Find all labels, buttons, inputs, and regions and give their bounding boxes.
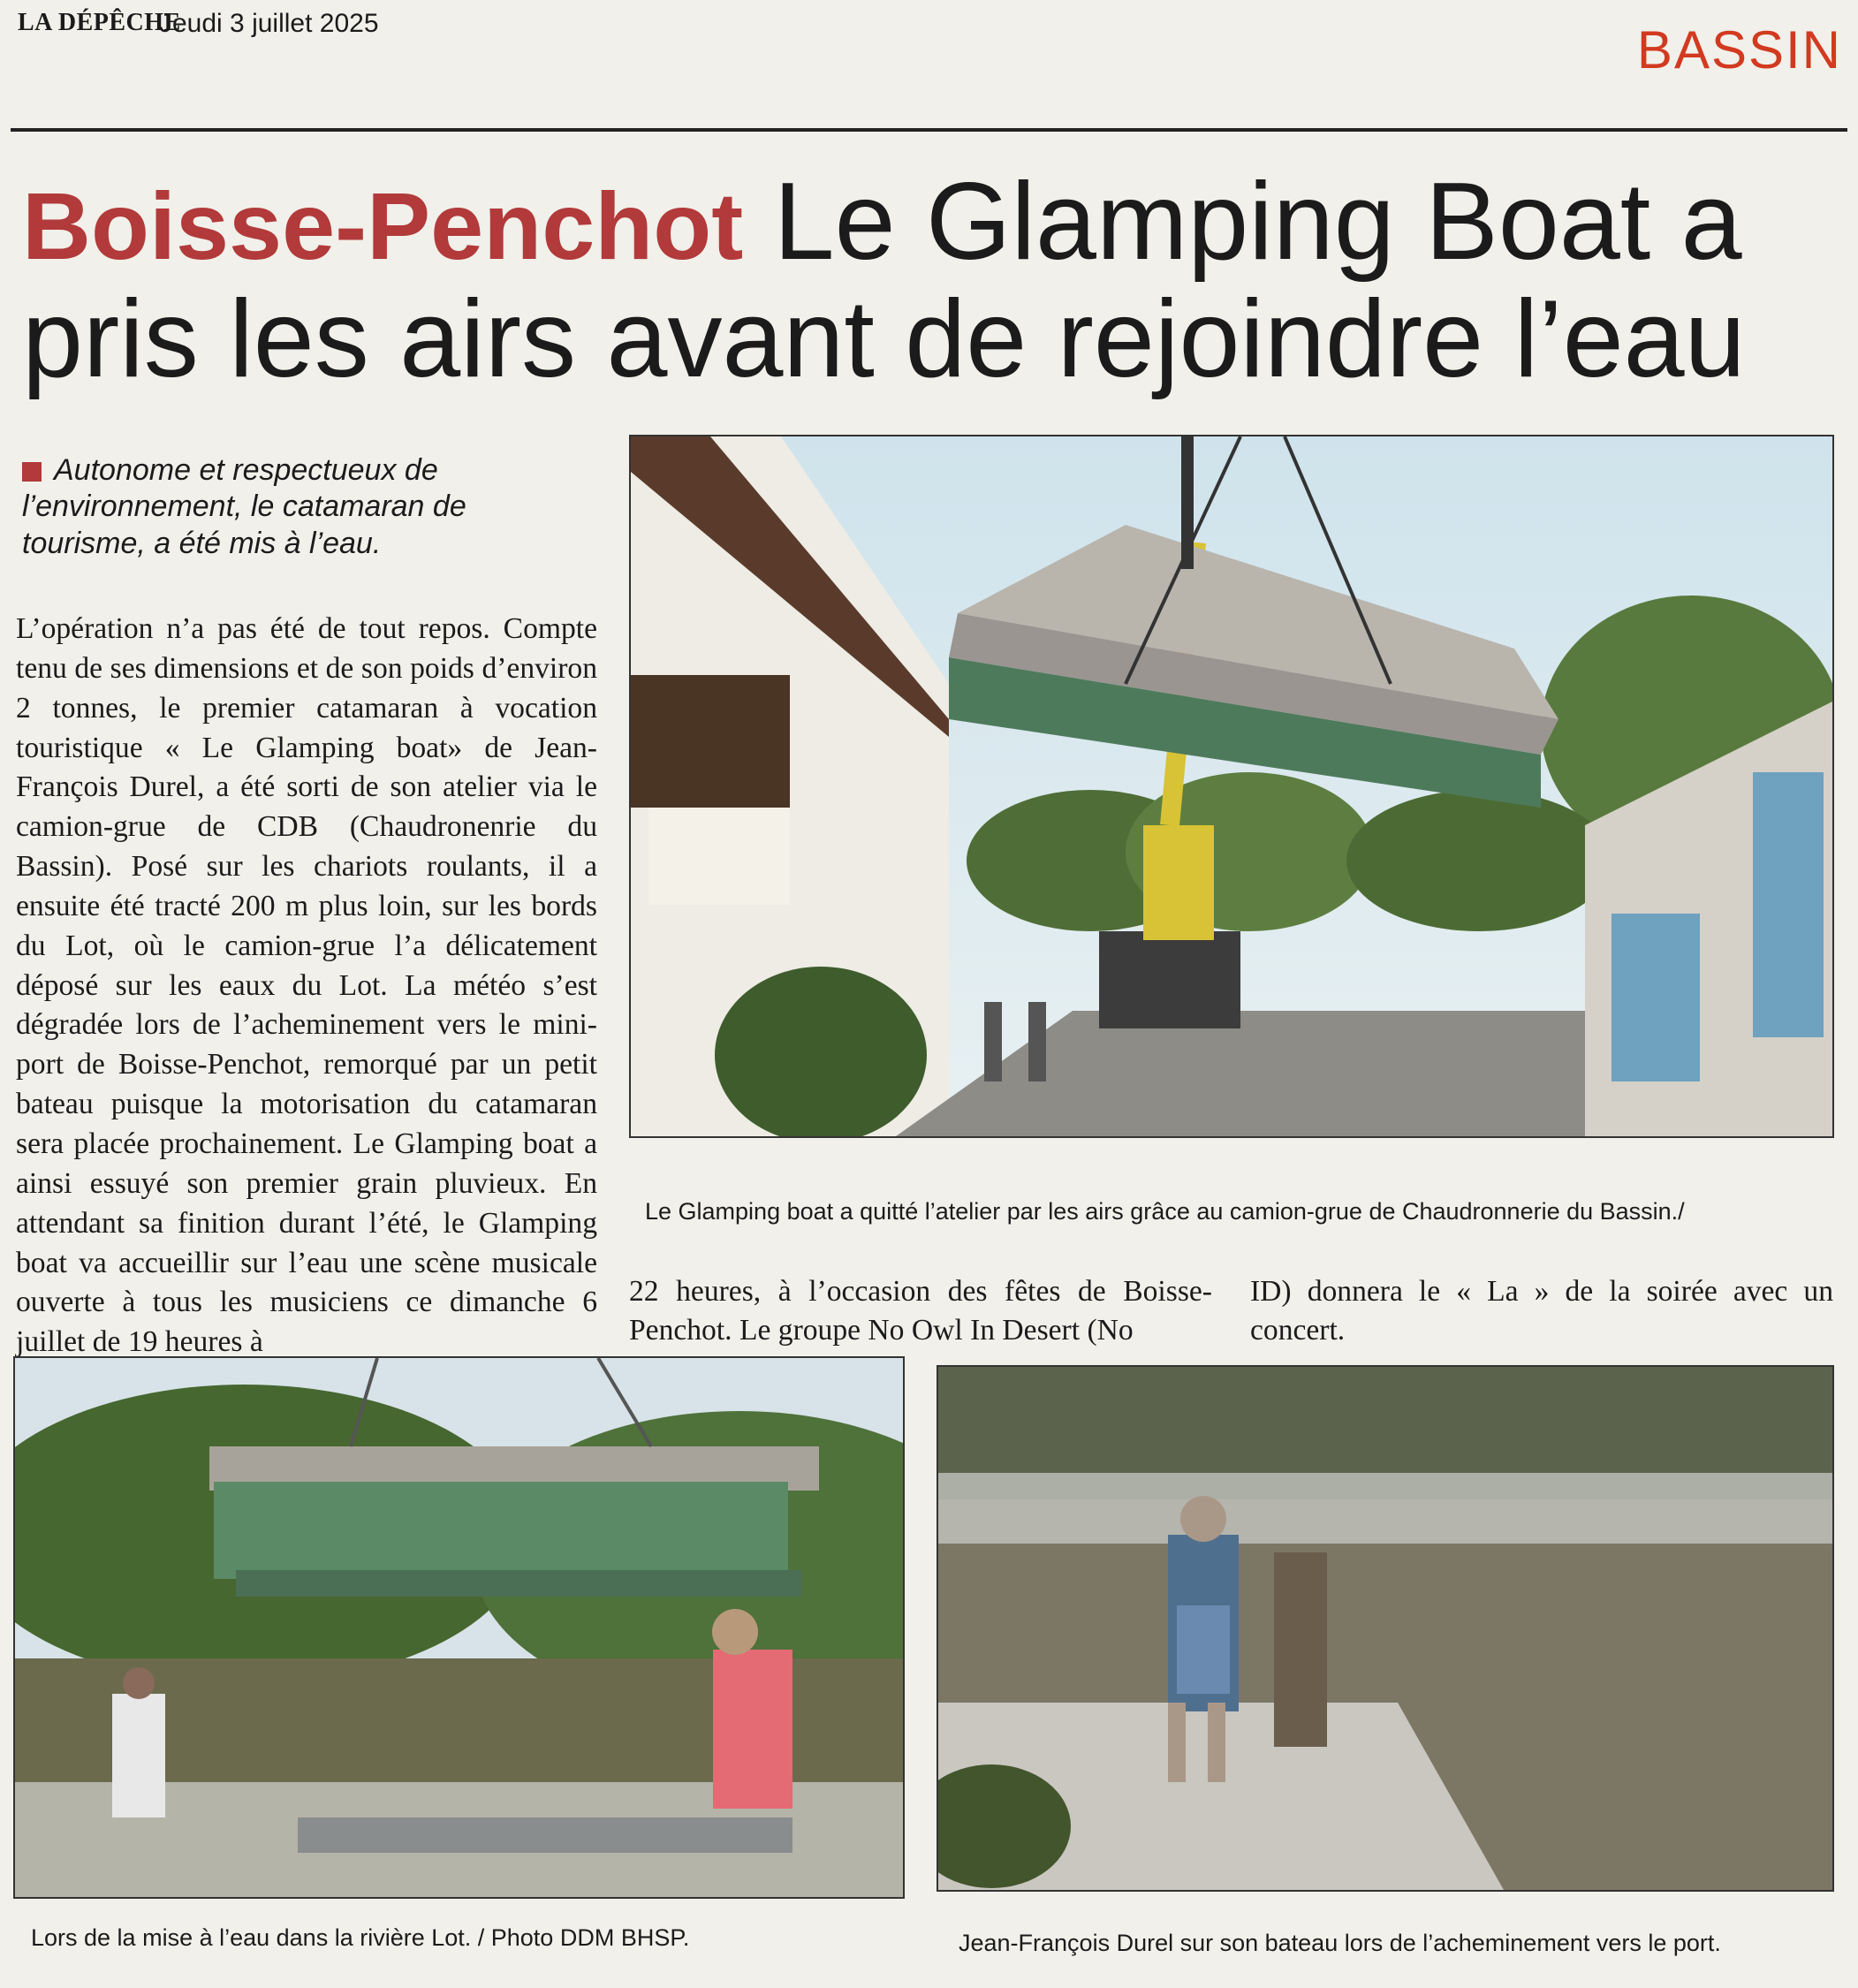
headline-line1: Le Glamping Boat a (773, 161, 1742, 283)
newspaper-name: LA DÉPÊCHE (18, 9, 181, 36)
article-body-col2: 22 heures, à l’occasion des fêtes de Boisse-Penchot. Le groupe No Owl In Desert (No (629, 1275, 1212, 1347)
headline-locality: Boisse-Penchot (22, 172, 744, 279)
bottom-left-caption: Lors de la mise à l’eau dans la rivière Lot. / Photo DDM BHSP. (31, 1924, 690, 1951)
main-photo-caption: Le Glamping boat a quitté l’atelier par les airs grâce au camion-grue de Chaudronnerie du Bassin./ (645, 1198, 1685, 1225)
bottom-right-caption: Jean-François Durel sur son bateau lors de l’acheminement vers le port. (959, 1930, 1721, 1956)
headline-line2: pris les airs avant de rejoindre l’eau (22, 277, 1746, 400)
section-title: BASSIN (1636, 20, 1842, 80)
article-lead (22, 452, 499, 562)
headline (22, 163, 1842, 398)
article-body-col1: L’opération n’a pas été de tout repos. Compte tenu de ses dimensions et de son poids d’environ 2 tonnes, le premier catamaran à vocation touristique « Le Glamping boat» de Jean-François Durel, a été sorti de son atelier via le camion-grue de CDB (Chaudronenrie du Bassin). Posé sur les chariots roulants, il a ensuite été tracté 200 m plus loin, sur les bords du Lot, où le camion-grue l’a délicatement déposé sur les eaux du Lot. La météo s’est dégradée lors de l’acheminement vers le mini-port de Boisse-Penchot, remorqué par un petit bateau puisque la motorisation du catamaran sera placée prochainement. Le Glamping boat a ainsi essuyé son premier grain pluvieux. En attendant sa finition durant l’été, le Glamping boat va accueillir sur l’eau une scène musicale ouverte à tous les musiciens ce dimanche 6 juillet de 19 heures à (16, 612, 597, 1359)
main-photo-image (631, 436, 1832, 1136)
publication-date: Jeudi 3 juillet 2025 (159, 9, 379, 38)
bottom-right-photo (937, 1365, 1834, 1892)
lead-bullet-icon (22, 462, 42, 482)
header-rule (11, 128, 1847, 132)
article-body-col3: ID) donnera le « La » de la soirée avec un concert. (1250, 1275, 1833, 1347)
main-photo (629, 435, 1834, 1138)
article-lead-text: Autonome et respectueux de l’environnement, le catamaran de tourisme, a été mis à l’eau. (22, 453, 466, 560)
bottom-right-photo-image (938, 1367, 1832, 1890)
bottom-left-photo-image (15, 1358, 903, 1897)
bottom-left-photo (13, 1356, 905, 1899)
